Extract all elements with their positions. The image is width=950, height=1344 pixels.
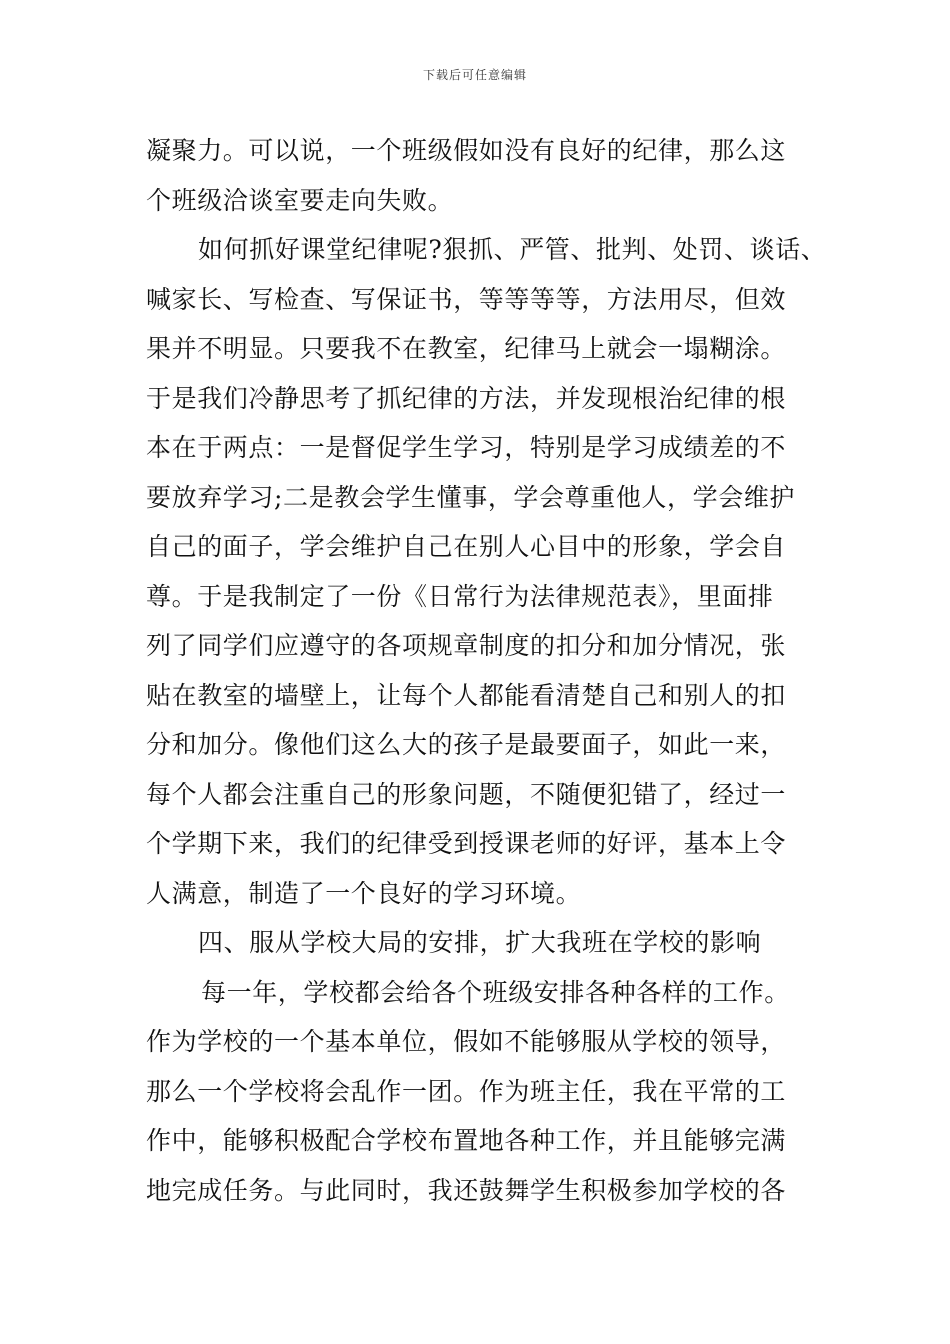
- text-line: 列了同学们应遵守的各项规章制度的扣分和加分情况，张: [146, 631, 787, 660]
- text-line: 那么一个学校将会乱作一团。作为班主任，我在平常的工: [146, 1076, 787, 1106]
- text-line: 果并不明显。只要我不在教室，纪律马上就会一塌糊涂。: [146, 334, 787, 363]
- text-line: 要放弃学习;二是教会学生懂事，学会尊重他人，学会维护: [146, 482, 796, 512]
- text-line: 于是我们冷静思考了抓纪律的方法，并发现根治纪律的根: [146, 383, 787, 413]
- text-line: 分和加分。像他们这么大的孩子是最要面子，如此一来，: [146, 730, 787, 759]
- text-line: 作中，能够积极配合学校布置地各种工作，并且能够完满: [146, 1126, 787, 1155]
- text-line: 自己的面子，学会维护自己在别人心目中的形象，学会自: [146, 532, 787, 561]
- text-line: 凝聚力。可以说，一个班级假如没有良好的纪律，那么这: [146, 136, 787, 165]
- text-line: 尊。于是我制定了一份《日常行为法律规范表》，里面排: [146, 581, 774, 611]
- text-line: 作为学校的一个基本单位，假如不能够服从学校的领导，: [146, 1027, 787, 1056]
- text-line: 个学期下来，我们的纪律受到授课老师的好评，基本上令: [146, 829, 787, 858]
- paragraph-start-line: 每一年，学校都会给各个班级安排各种各样的工作。: [201, 977, 790, 1007]
- text-line: 个班级洽谈室要走向失败。: [146, 185, 454, 215]
- text-line: 喊家长、写检查、写保证书，等等等等，方法用尽，但效: [146, 284, 787, 314]
- text-line: 贴在教室的墙壁上，让每个人都能看清楚自己和别人的扣: [146, 680, 787, 710]
- body-text: [146, 126, 836, 1215]
- paragraph-start-line: 如何抓好课堂纪律呢?狠抓、严管、批判、处罚、谈话、: [198, 235, 827, 264]
- header-note: 下载后可任意编辑: [422, 68, 527, 82]
- text-line: 地完成任务。与此同时，我还鼓舞学生积极参加学校的各: [146, 1175, 787, 1205]
- text-line: 人满意，制造了一个良好的学习环境。: [146, 878, 582, 908]
- text-line: 本在于两点：一是督促学生学习，特别是学习成绩差的不: [146, 433, 787, 462]
- section-heading: 四、服从学校大局的安排，扩大我班在学校的影响: [198, 928, 762, 957]
- text-line: 每个人都会注重自己的形象问题，不随便犯错了，经过一: [146, 779, 787, 809]
